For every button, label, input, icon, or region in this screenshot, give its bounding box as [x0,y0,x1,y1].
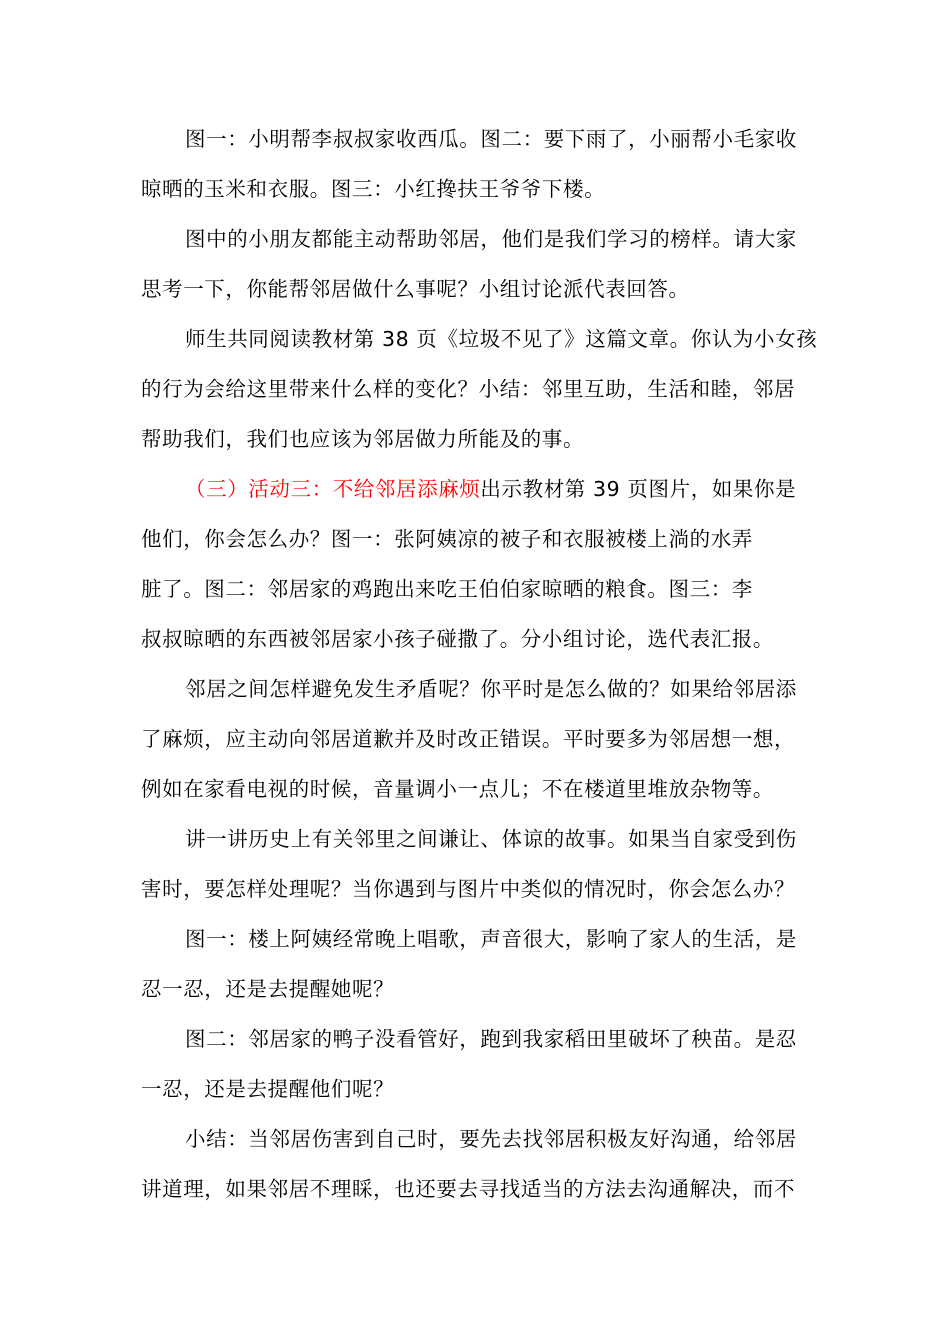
text-line: 例如在家看电视的时候，音量调小一点儿；不在楼道里堆放杂物等。 [141,777,774,801]
text-line: 一忍，还是去提醒他们呢？ [141,1077,395,1101]
text-line: 讲一讲历史上有关邻里之间谦让、体谅的故事。如果当自家受到伤 [185,827,797,851]
text-line: 了麻烦，应主动向邻居道歉并及时改正错误。平时要多为邻居想一想， [141,727,796,751]
text-run: 出示教材第 39 页图片，如果你是 [480,477,797,501]
text-line: 图一：小明帮李叔叔家收西瓜。图二：要下雨了，小丽帮小毛家收 [185,127,797,151]
text-line: 他们，你会怎么办？图一：张阿姨凉的被子和衣服被楼上淌的水弄 [141,527,753,551]
activity-3-paragraph-start [185,471,825,507]
activity-3-heading: （三）活动三：不给邻居添麻烦 [185,477,481,501]
text-line: 图一：楼上阿姨经常晚上唱歌，声音很大，影响了家人的生活，是 [185,927,797,951]
text-line: 叔叔晾晒的东西被邻居家小孩子碰撒了。分小组讨论，选代表汇报。 [141,627,774,651]
text-line: 师生共同阅读教材第 38 页《垃圾不见了》这篇文章。你认为小女孩 [185,327,818,351]
text-line: 思考一下，你能帮邻居做什么事呢？小组讨论派代表回答。 [141,277,690,301]
text-line: 晾晒的玉米和衣服。图三：小红搀扶王爷爷下楼。 [141,177,606,201]
text-line: 邻居之间怎样避免发生矛盾呢？你平时是怎么做的？如果给邻居添 [185,677,797,701]
text-line: 的行为会给这里带来什么样的变化？小结：邻里互助，生活和睦，邻居 [141,377,796,401]
text-line: 帮助我们，我们也应该为邻居做力所能及的事。 [141,427,585,451]
text-line: 害时，要怎样处理呢？当你遇到与图片中类似的情况时，你会怎么办？ [141,877,796,901]
text-line: 忍一忍，还是去提醒她呢？ [141,977,395,1001]
text-line: 讲道理，如果邻居不理睬，也还要去寻找适当的方法去沟通解决，而不 [141,1177,796,1201]
text-line: 图二：邻居家的鸭子没看管好，跑到我家稻田里破坏了秧苗。是忍 [185,1027,797,1051]
text-line: 小结：当邻居伤害到自己时，要先去找邻居积极友好沟通，给邻居 [185,1127,797,1151]
text-line: 图中的小朋友都能主动帮助邻居，他们是我们学习的榜样。请大家 [185,227,797,251]
text-line: 脏了。图二：邻居家的鸡跑出来吃王伯伯家晾晒的粮食。图三：李 [141,577,753,601]
